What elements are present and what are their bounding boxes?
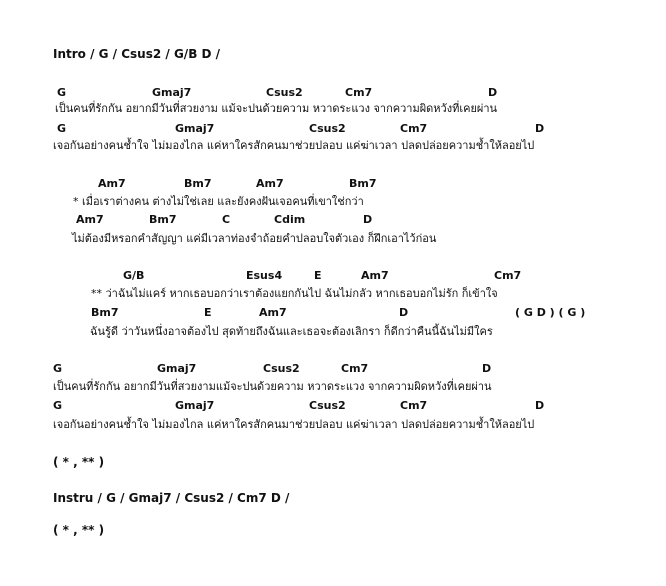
chord: ( G D ) ( G ) bbox=[515, 306, 586, 319]
verse2-lyric-2: เจอกันอย่างคนช้ำใจ ไม่มองไกล แค่หาใครสักคนมาช่วยปลอบ แค่ฆ่าเวลา ปลดปล่อยความช้ำให้ลอยไป bbox=[53, 418, 535, 431]
chord: Csus2 bbox=[266, 86, 303, 99]
chord: G bbox=[57, 122, 67, 135]
chord: Am7 bbox=[361, 269, 389, 282]
chord: C bbox=[222, 213, 231, 226]
chord: Csus2 bbox=[309, 122, 346, 135]
chord: Csus2 bbox=[263, 362, 300, 375]
chord: Am7 bbox=[98, 177, 126, 190]
instru-line: Instru / G / Gmaj7 / Csus2 / Cm7 D / bbox=[53, 491, 290, 505]
chord: D bbox=[535, 122, 545, 135]
chord: D bbox=[399, 306, 409, 319]
chord: Cm7 bbox=[345, 86, 373, 99]
verse2-lyric-1: เป็นคนที่รักกัน อยากมีวันที่สวยงามแม้จะปนด้วยความ หวาดระแวง จากความผิดหวังที่เคยผ่าน bbox=[53, 380, 492, 393]
chord: Am7 bbox=[259, 306, 287, 319]
repeat-marker-1: ( * , ** ) bbox=[53, 455, 105, 469]
intro-line: Intro / G / Csus2 / G/B D / bbox=[53, 47, 221, 61]
chord: D bbox=[488, 86, 498, 99]
chorus-lyric-2: ฉันรู้ดี ว่าวันหนึ่งอาจต้องไป สุดท้ายถึงฉันและเธอจะต้องเลิกรา ก็ดีกว่าคืนนี้ฉันไม่มีใคร bbox=[90, 325, 493, 338]
verse1-lyric-2: เจอกันอย่างคนช้ำใจ ไม่มองไกล แค่หาใครสักคนมาช่วยปลอบ แค่ฆ่าเวลา ปลดปล่อยความช้ำให้ลอยไป bbox=[53, 139, 535, 152]
chord: Bm7 bbox=[349, 177, 377, 190]
chord: Cm7 bbox=[494, 269, 522, 282]
chord: D bbox=[535, 399, 545, 412]
chord: D bbox=[482, 362, 492, 375]
chord: E bbox=[204, 306, 212, 319]
chord: Csus2 bbox=[309, 399, 346, 412]
chord: Am7 bbox=[256, 177, 284, 190]
chord: G bbox=[53, 362, 63, 375]
chord: Gmaj7 bbox=[175, 122, 215, 135]
chorus-lyric-1: ** ว่าฉันไม่แคร์ หากเธอบอกว่าเราต้องแยกกันไป ฉันไม่กลัว หากเธอบอกไม่รัก ก็เข้าใจ bbox=[91, 287, 498, 300]
chord: Cm7 bbox=[400, 399, 428, 412]
chord: Cm7 bbox=[341, 362, 369, 375]
pre-lyric-1: * เมื่อเราต่างคน ต่างไม่ใช่เลย และยังคงฝันเจอคนที่เขาใช่กว่า bbox=[73, 195, 364, 208]
chord: G bbox=[57, 86, 67, 99]
chord: D bbox=[363, 213, 373, 226]
repeat-marker-2: ( * , ** ) bbox=[53, 523, 105, 537]
chord: Cm7 bbox=[400, 122, 428, 135]
chord: Gmaj7 bbox=[157, 362, 197, 375]
verse1-lyric-1: เป็นคนที่รักกัน อยากมีวันที่สวยงาม แม้จะปนด้วยความ หวาดระแวง จากความผิดหวังที่เคยผ่าน bbox=[55, 102, 498, 115]
chord: Esus4 bbox=[246, 269, 283, 282]
pre-lyric-2: ไม่ต้องมีหรอกคำสัญญา แค่มีเวลาท่องจำถ้อยคำปลอบใจตัวเอง ก็ฝึกเอาไว้ก่อน bbox=[72, 232, 437, 245]
chord: Bm7 bbox=[91, 306, 119, 319]
chord: Gmaj7 bbox=[152, 86, 192, 99]
chord: E bbox=[314, 269, 322, 282]
chord: Bm7 bbox=[149, 213, 177, 226]
chord: Gmaj7 bbox=[175, 399, 215, 412]
chord: G bbox=[53, 399, 63, 412]
chord: Am7 bbox=[76, 213, 104, 226]
chord: G/B bbox=[123, 269, 145, 282]
chord: Bm7 bbox=[184, 177, 212, 190]
chord: Cdim bbox=[274, 213, 306, 226]
